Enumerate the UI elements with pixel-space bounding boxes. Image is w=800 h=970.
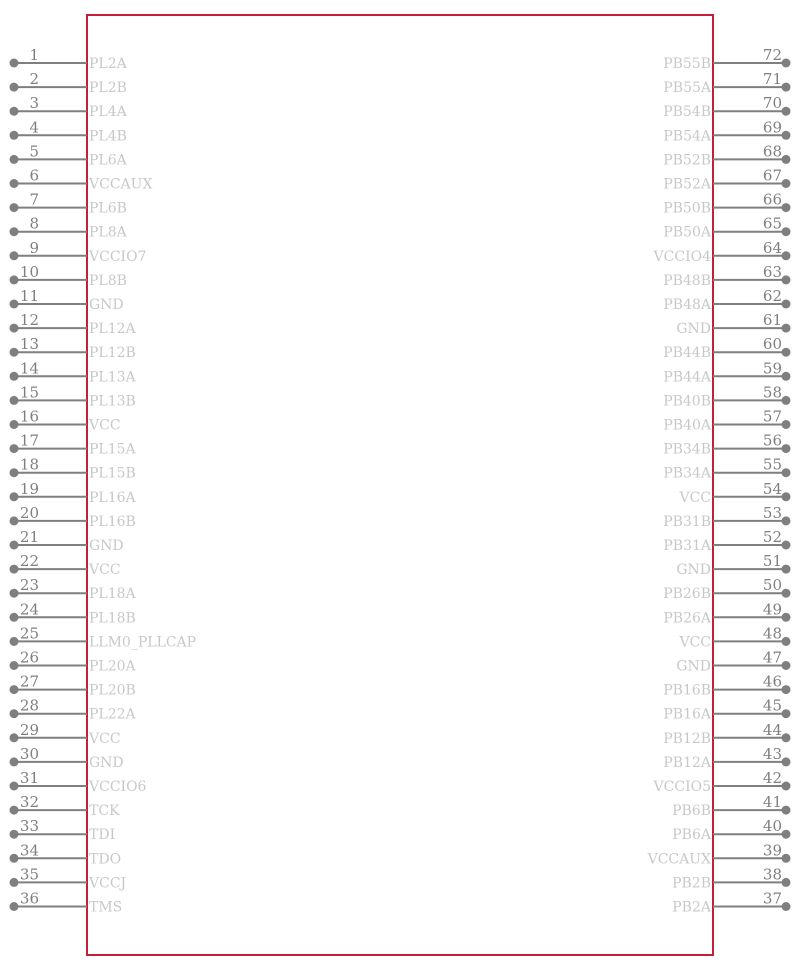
pin-terminal: [10, 275, 19, 284]
pin-name: PB2B: [672, 875, 711, 892]
pin-number: 43: [762, 744, 782, 763]
pin-63: [663, 263, 790, 289]
pin-number: 44: [762, 720, 782, 739]
pin-number: 3: [29, 94, 39, 113]
left-pin-column: [10, 46, 197, 916]
pin-name: PB48B: [663, 272, 711, 289]
pin-58: [663, 383, 790, 409]
pin-name: PB48A: [663, 297, 711, 313]
pin-number: 54: [762, 479, 782, 498]
pin-23: [10, 576, 137, 602]
pin-number: 5: [29, 142, 39, 161]
pin-terminal: [782, 275, 791, 284]
pin-terminal: [782, 830, 791, 839]
pin-name: PL6B: [89, 200, 127, 217]
pin-terminal: [10, 830, 19, 839]
pin-number: 47: [762, 648, 782, 667]
pin-number: 72: [762, 46, 782, 64]
pin-67: [663, 167, 790, 193]
pin-terminal: [10, 324, 19, 333]
pin-number: 34: [19, 841, 39, 860]
pin-40: [672, 817, 790, 843]
pin-name: LLM0_PLLCAP: [89, 634, 197, 651]
pin-62: [663, 287, 790, 313]
pin-66: [663, 191, 790, 217]
pin-number: 12: [19, 311, 39, 330]
pin-25: [10, 624, 197, 650]
pin-name: PB6B: [672, 803, 711, 820]
pin-number: 61: [762, 311, 782, 330]
pin-terminal: [782, 348, 791, 357]
pin-terminal: [10, 541, 19, 550]
pin-terminal: [782, 492, 791, 501]
pin-name: VCCIO7: [89, 248, 147, 265]
pin-name: PB26A: [663, 610, 711, 627]
pin-name: PL16A: [89, 489, 136, 506]
pin-name: PB44A: [663, 369, 711, 386]
pin-terminal: [10, 565, 19, 574]
pin-name: PL8B: [89, 272, 127, 289]
pin-29: [10, 721, 121, 747]
pin-name: GND: [89, 297, 124, 313]
pin-name: PB2A: [672, 899, 711, 916]
pin-name: PL4A: [89, 104, 127, 121]
pin-number: 22: [19, 552, 39, 571]
pin-name: PB12B: [663, 730, 711, 747]
pin-name: PB52B: [663, 152, 711, 169]
pin-terminal: [782, 854, 791, 863]
pin-44: [663, 721, 790, 747]
pin-number: 31: [19, 769, 39, 787]
pin-number: 58: [762, 383, 782, 402]
pin-name: PL4B: [89, 128, 127, 145]
pin-35: [10, 865, 127, 891]
pin-terminal: [782, 613, 791, 622]
pin-name: PL12B: [89, 345, 136, 362]
pin-number: 63: [762, 262, 782, 281]
pin-61: [676, 311, 790, 337]
pin-number: 4: [29, 118, 39, 137]
pin-number: 69: [762, 118, 782, 137]
pin-terminal: [782, 782, 791, 791]
pin-name: PB55A: [663, 80, 711, 97]
pin-52: [663, 528, 790, 554]
pin-name: PL8A: [89, 224, 127, 241]
pin-10: [10, 263, 127, 289]
pin-name: PB44B: [663, 345, 711, 362]
pin-34: [10, 841, 122, 867]
pin-name: PL15A: [89, 441, 136, 458]
pin-17: [10, 432, 137, 458]
pin-terminal: [782, 227, 791, 236]
pin-terminal: [782, 131, 791, 140]
pin-59: [663, 359, 790, 385]
pin-name: PL13A: [89, 369, 136, 386]
pin-6: [10, 167, 153, 193]
pin-number: 30: [19, 744, 39, 763]
pin-number: 29: [19, 720, 39, 739]
pin-name: PB16A: [663, 706, 711, 723]
pin-72: [663, 46, 790, 72]
pin-number: 70: [762, 94, 782, 113]
pin-terminal: [782, 541, 791, 550]
pin-terminal: [10, 733, 19, 742]
pin-number: 71: [762, 70, 782, 89]
pin-terminal: [10, 878, 19, 887]
pin-69: [663, 118, 790, 144]
pin-name: PL2B: [89, 80, 127, 97]
pin-terminal: [782, 565, 791, 574]
pin-number: 9: [29, 238, 39, 257]
pin-number: 13: [19, 335, 39, 354]
pin-15: [10, 383, 136, 409]
pin-terminal: [782, 685, 791, 694]
pin-name: PB12A: [663, 754, 711, 771]
pin-8: [10, 215, 128, 241]
pin-name: VCCAUX: [647, 851, 711, 868]
pin-19: [10, 480, 137, 506]
pin-name: PB31B: [663, 513, 711, 530]
pin-number: 40: [762, 817, 782, 836]
pin-70: [663, 94, 790, 120]
pin-name: VCCAUX: [89, 176, 153, 193]
pin-name: PL2A: [89, 56, 127, 72]
pin-terminal: [10, 372, 19, 381]
pin-number: 51: [762, 552, 782, 571]
pin-13: [10, 335, 136, 361]
pin-name: PB16B: [663, 682, 711, 699]
pin-number: 8: [29, 214, 39, 233]
pin-43: [663, 745, 790, 771]
pin-name: PL22A: [89, 706, 136, 723]
pin-number: 37: [762, 889, 782, 908]
pin-42: [653, 769, 791, 795]
pin-number: 7: [29, 190, 39, 209]
pin-65: [663, 215, 790, 241]
pin-name: PL12A: [89, 321, 136, 338]
pin-name: VCC: [679, 634, 711, 651]
pin-terminal: [10, 468, 19, 477]
pin-terminal: [782, 444, 791, 453]
pin-terminal: [10, 300, 19, 309]
pin-terminal: [782, 878, 791, 887]
pin-terminal: [782, 300, 791, 309]
pin-number: 48: [762, 624, 782, 643]
pin-number: 27: [19, 672, 39, 691]
pin-number: 62: [762, 287, 782, 305]
pin-terminal: [10, 661, 19, 670]
pin-46: [663, 673, 790, 699]
pin-name: PB50B: [663, 200, 711, 217]
pin-terminal: [782, 637, 791, 646]
pin-number: 1: [29, 46, 39, 64]
pin-37: [672, 890, 790, 916]
pin-terminal: [10, 251, 19, 260]
pin-55: [663, 456, 790, 482]
pin-number: 25: [19, 624, 39, 643]
pin-terminal: [10, 107, 19, 116]
pin-31: [10, 769, 147, 795]
pin-number: 64: [762, 238, 782, 257]
pin-terminal: [10, 179, 19, 188]
pin-name: PB26B: [663, 586, 711, 603]
pin-number: 42: [762, 769, 782, 787]
pin-name: PB40B: [663, 393, 711, 410]
pin-number: 60: [762, 335, 782, 354]
pin-49: [663, 600, 790, 626]
pin-48: [678, 624, 790, 650]
pin-33: [10, 817, 116, 843]
pin-30: [10, 745, 124, 771]
pin-71: [663, 70, 790, 96]
pin-68: [663, 142, 790, 168]
pin-name: VCCIO6: [89, 779, 147, 795]
pin-21: [10, 528, 124, 554]
pin-terminal: [782, 83, 791, 92]
pin-terminal: [782, 324, 791, 333]
pin-38: [672, 865, 790, 891]
pin-number: 14: [19, 359, 39, 378]
pin-number: 10: [19, 262, 39, 281]
pin-name: PL20A: [89, 658, 136, 675]
pin-name: PB40A: [663, 417, 711, 434]
pin-name: VCC: [89, 562, 121, 579]
pin-name: VCCIO5: [653, 779, 711, 795]
pin-number: 36: [19, 889, 39, 908]
pin-name: PL16B: [89, 513, 136, 530]
pin-name: TMS: [89, 899, 123, 916]
pin-terminal: [10, 227, 19, 236]
pin-24: [10, 600, 136, 626]
pin-number: 56: [762, 431, 782, 450]
pin-name: PB52A: [663, 176, 711, 193]
pin-number: 28: [19, 696, 39, 715]
pin-32: [10, 793, 121, 819]
pin-name: PL20B: [89, 682, 136, 699]
pin-terminal: [10, 83, 19, 92]
pin-name: GND: [676, 562, 711, 579]
pin-terminal: [782, 203, 791, 212]
pin-terminal: [782, 179, 791, 188]
pin-name: PB34A: [663, 465, 711, 482]
pin-terminal: [10, 203, 19, 212]
pin-name: VCC: [679, 489, 711, 506]
pin-number: 11: [19, 287, 39, 305]
pin-name: TDO: [89, 851, 122, 868]
pin-name: PL15B: [89, 465, 136, 482]
pin-number: 55: [762, 455, 782, 474]
pin-number: 45: [762, 696, 782, 715]
pin-name: PB54A: [663, 128, 711, 145]
pin-60: [663, 335, 790, 361]
pin-54: [678, 480, 790, 506]
pin-12: [10, 311, 137, 337]
pin-number: 15: [19, 383, 39, 402]
pin-number: 39: [762, 841, 782, 860]
pin-name: PL6A: [89, 152, 127, 169]
pin-56: [663, 432, 790, 458]
pin-name: VCC: [89, 730, 121, 747]
pin-terminal: [782, 733, 791, 742]
pin-number: 67: [762, 166, 782, 185]
pin-39: [647, 841, 791, 867]
pin-number: 38: [762, 865, 782, 884]
pin-name: GND: [89, 538, 124, 554]
pin-terminal: [10, 516, 19, 525]
pin-name: TCK: [89, 803, 120, 820]
pin-terminal: [10, 59, 19, 68]
pin-name: VCCJ: [89, 875, 127, 892]
pin-28: [10, 697, 137, 723]
pin-number: 21: [19, 528, 39, 546]
pin-terminal: [10, 709, 19, 718]
pin-number: 53: [762, 503, 782, 522]
pin-name: VCCIO4: [653, 248, 711, 265]
pin-terminal: [10, 806, 19, 815]
pin-number: 57: [762, 407, 782, 426]
pin-11: [10, 287, 124, 313]
pin-terminal: [782, 516, 791, 525]
pin-terminal: [782, 468, 791, 477]
pin-name: VCC: [89, 417, 121, 434]
pin-number: 66: [762, 190, 782, 209]
pin-9: [10, 239, 147, 265]
pin-number: 41: [762, 793, 782, 812]
pin-name: GND: [89, 754, 124, 771]
pin-name: GND: [676, 658, 711, 675]
pin-22: [10, 552, 121, 578]
pin-terminal: [10, 396, 19, 405]
pin-terminal: [10, 782, 19, 791]
pin-terminal: [782, 709, 791, 718]
pin-terminal: [10, 902, 19, 911]
pin-name: GND: [676, 321, 711, 338]
pin-name: PB55B: [663, 56, 711, 72]
pin-36: [10, 890, 123, 916]
pin-name: PL13B: [89, 393, 136, 410]
pin-14: [10, 359, 137, 385]
pin-terminal: [782, 661, 791, 670]
pin-number: 32: [19, 793, 39, 812]
pin-47: [676, 649, 790, 675]
pin-terminal: [782, 155, 791, 164]
pin-number: 6: [29, 166, 39, 185]
pin-number: 52: [762, 528, 782, 546]
pin-number: 59: [762, 359, 782, 378]
pin-number: 65: [762, 214, 782, 233]
pin-number: 26: [19, 648, 39, 667]
pin-64: [653, 239, 791, 265]
pin-26: [10, 649, 137, 675]
pin-2: [10, 70, 127, 96]
pin-27: [10, 673, 136, 699]
pin-number: 2: [29, 70, 39, 89]
pin-terminal: [782, 757, 791, 766]
pin-number: 68: [762, 142, 782, 161]
pin-number: 23: [19, 576, 39, 595]
pin-terminal: [782, 251, 791, 260]
pin-number: 17: [19, 431, 39, 450]
pin-number: 24: [19, 600, 39, 619]
pin-terminal: [10, 637, 19, 646]
pin-terminal: [782, 589, 791, 598]
pin-terminal: [782, 107, 791, 116]
pin-53: [663, 504, 790, 530]
pin-5: [10, 142, 128, 168]
pin-20: [10, 504, 136, 530]
ic-body-outline: [87, 15, 713, 955]
pin-terminal: [10, 131, 19, 140]
pin-terminal: [10, 155, 19, 164]
pin-name: PB50A: [663, 224, 711, 241]
pin-number: 46: [762, 672, 782, 691]
pin-1: [10, 46, 128, 72]
pin-name: PB54B: [663, 104, 711, 121]
pin-57: [663, 408, 790, 434]
pin-terminal: [10, 420, 19, 429]
pin-45: [663, 697, 790, 723]
pin-18: [10, 456, 136, 482]
pin-terminal: [10, 444, 19, 453]
pin-number: 35: [19, 865, 39, 884]
pin-terminal: [10, 685, 19, 694]
pin-name: PL18B: [89, 610, 136, 627]
pin-number: 16: [19, 407, 39, 426]
pin-terminal: [782, 372, 791, 381]
pin-terminal: [10, 854, 19, 863]
pin-name: PB31A: [663, 538, 711, 554]
pin-number: 20: [19, 503, 39, 522]
pin-41: [672, 793, 790, 819]
pin-terminal: [10, 757, 19, 766]
pin-16: [10, 408, 121, 434]
pin-3: [10, 94, 128, 120]
pin-terminal: [10, 613, 19, 622]
pin-name: PB34B: [663, 441, 711, 458]
pin-number: 18: [19, 455, 39, 474]
pin-number: 50: [762, 576, 782, 595]
pin-7: [10, 191, 127, 217]
pin-terminal: [782, 420, 791, 429]
pin-terminal: [782, 902, 791, 911]
pin-number: 49: [762, 600, 782, 619]
pin-terminal: [782, 59, 791, 68]
pin-terminal: [10, 348, 19, 357]
pin-name: PB6A: [672, 827, 711, 844]
pin-number: 33: [19, 817, 39, 836]
pin-name: PL18A: [89, 586, 136, 603]
pin-terminal: [10, 589, 19, 598]
right-pin-column: [647, 46, 791, 916]
pin-terminal: [782, 806, 791, 815]
pin-4: [10, 118, 127, 144]
pin-50: [663, 576, 790, 602]
pin-51: [676, 552, 790, 578]
pin-name: TDI: [89, 827, 116, 844]
pin-terminal: [782, 396, 791, 405]
pin-number: 19: [19, 479, 39, 498]
pin-terminal: [10, 492, 19, 501]
